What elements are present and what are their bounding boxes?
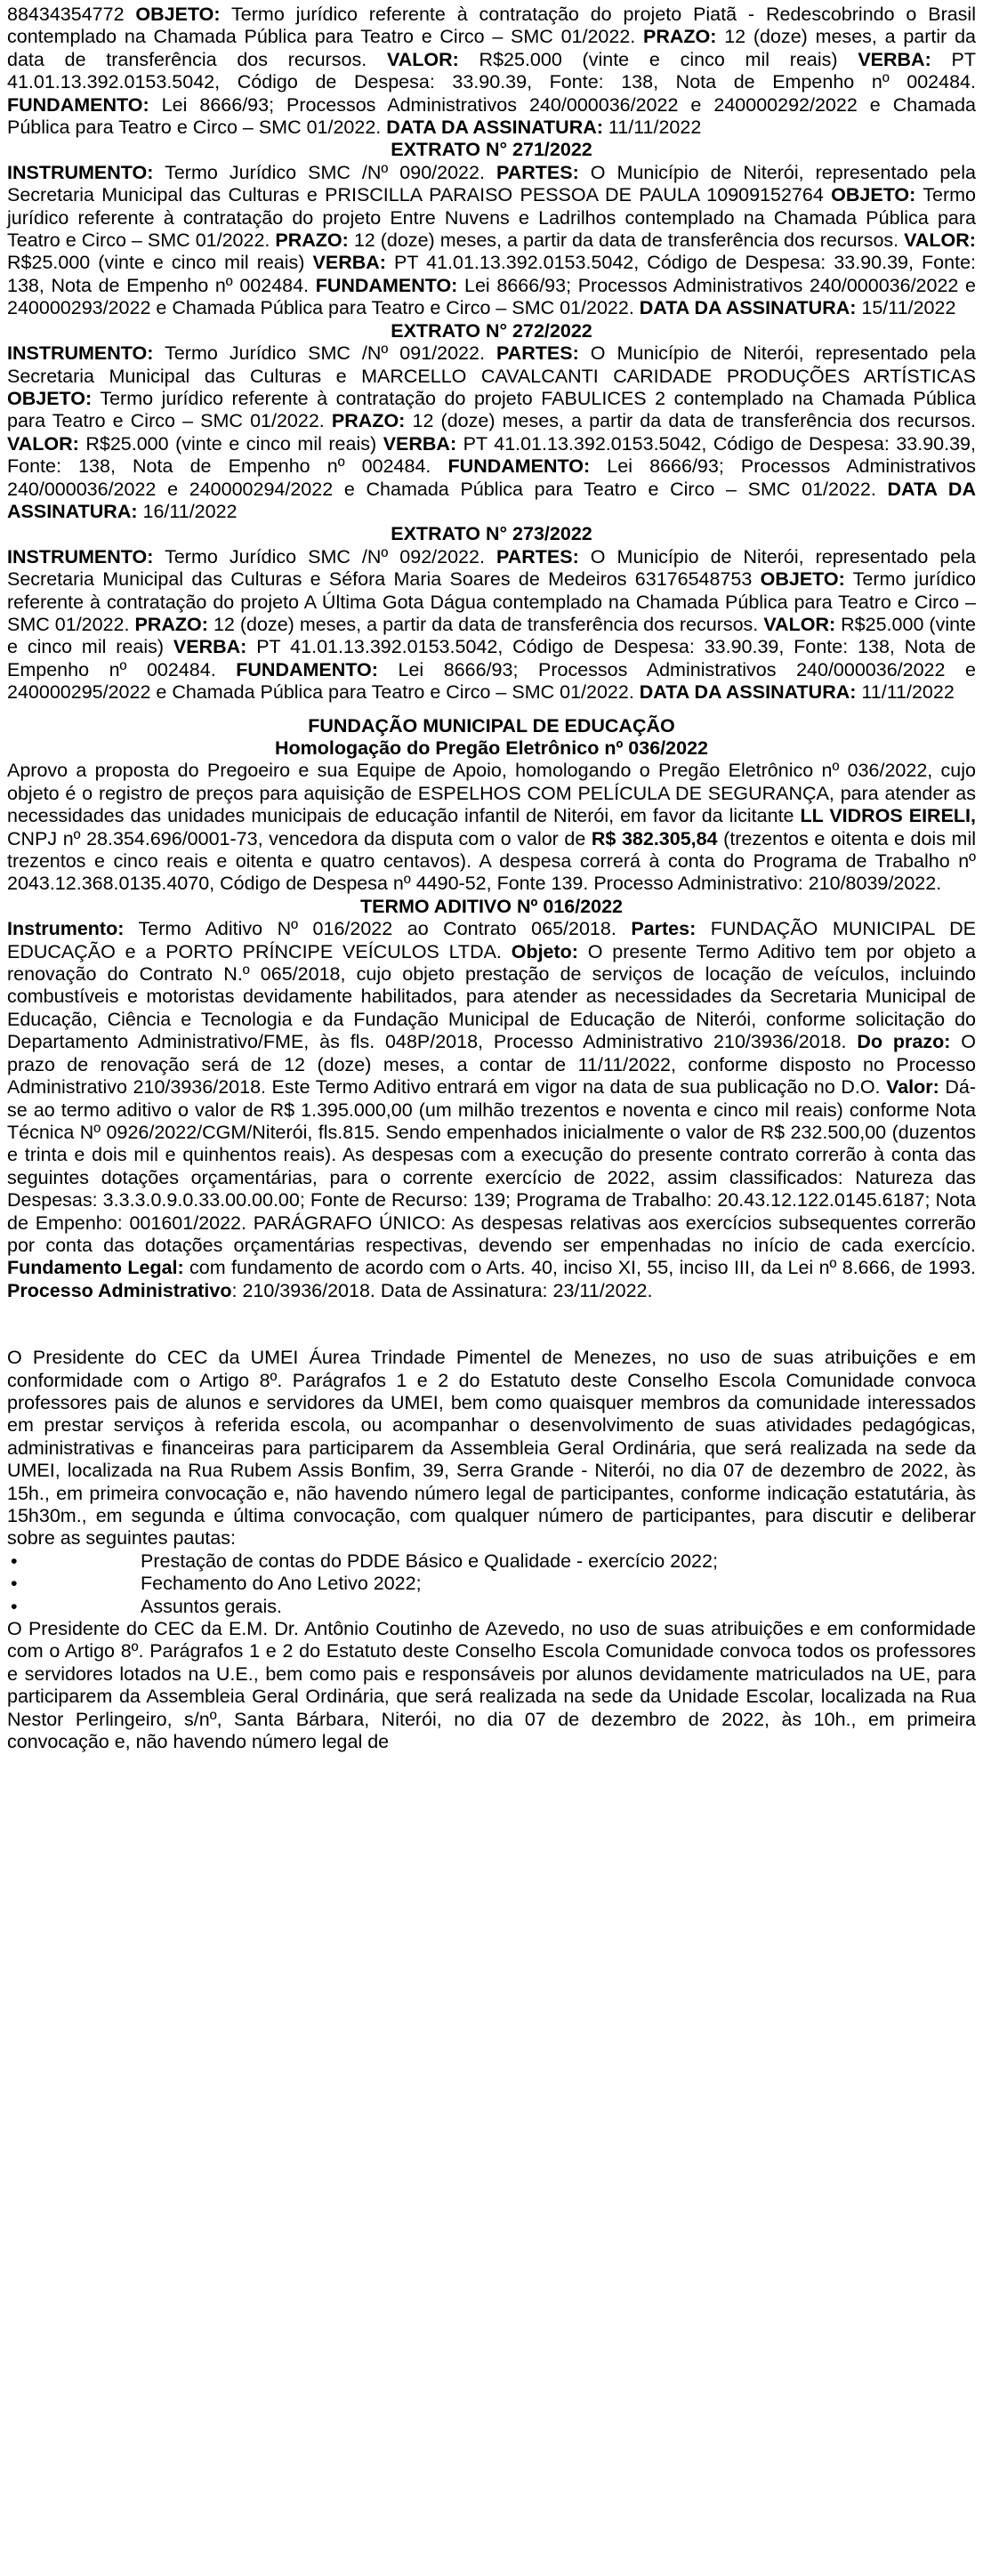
cec-umei-convocation: O Presidente do CEC da UMEI Áurea Trindade Pimentel de Menezes, no uso de suas atribuições e em conformidade com o Artigo 8º. Parágrafos 1 e 2 do Estatuto deste Conselho Escola Comunidade convoca professores pais de alunos e servidores da UMEI, bem como quaisquer membros da comunidade interessados em prestar serviços à referida escola, ou acompanhar o desenvolvimento de suas atividades pedagógicas, administrativas e financeiras para participarem da Assembleia Geral Ordinária, que será realizada na sede da UMEI, localizada na Rua Rubem Assis Bonfim, 39, Serra Grande - Niterói, no dia 07 de dezembro de 2022, às 15h., em primeira convocação e, não havendo número legal de participantes, conforme indicação estatutária, às 15h30m., em segunda e última convocação, com qualquer número de participantes, para discutir e deliberar sobre as seguintes pautas: xyxy=(7,1347,976,1550)
list-item: • Fechamento do Ano Letivo 2022; xyxy=(11,1573,422,1595)
termo-aditivo-body: Instrumento: Termo Aditivo Nº 016/2022 ao Contrato 065/2018. Partes: FUNDAÇÃO MUNICIPAL DE EDUCAÇÃO e a PORTO PRÍNCIPE VEÍCULOS LTDA. Objeto: O presente Termo Aditivo tem por objeto a renovação do Contrato N.º 065/2018, cujo objeto prestação de serviços de locação de veículos, incluindo combustíveis e motoristas devidamente habilitados, para atender as necessidades da Secretaria Municipal de Educação, Ciência e Tecnologia e da Fundação Municipal de Educação de Niterói, conforme solicitação do Departamento Administrativo/FME, às fls. 048P/2018, Processo Administrativo 210/3936/2018. Do prazo: O prazo de renovação será de 12 (doze) meses, a contar de 11/11/2022, conforme disposto no Processo Administrativo 210/3936/2018. Este Termo Aditivo entrará em vigor na data de sua publicação no D.O. Valor: Dá-se ao termo aditivo o valor de R$ 1.395.000,00 (um milhão trezentos e noventa e cinco mil reais) conforme Nota Técnica Nº 0926/2022/CGM/Niterói, fls.815. Sendo empenhados inicialmente o valor de R$ 232.500,00 (duzentos e trinta e dois mil e quinhentos reais). As despesas com a execução do presente contrato correrão à conta das seguintes dotações orçamentárias, para o corrente exercício de 2022, assim classificados: Natureza das Despesas: 3.3.3.0.9.0.33.00.00.00; Fonte de Recurso: 139; Programa de Trabalho: 20.43.12.122.0145.6187; Nota de Empenho: 001601/2022. PARÁGRAFO ÚNICO: As despesas relativas aos exercícios subsequentes correrão por conta das dotações orçamentárias respectivas, devendo ser empenhadas no início de cada exercício. Fundamento Legal: com fundamento de acordo com o Arts. 40, inciso XI, 55, inciso III, da Lei nº 8.666, de 1993. Processo Administrativo: 210/3936/2018. Data de Assinatura: 23/11/2022. xyxy=(7,918,976,1301)
section-spacer xyxy=(7,1302,976,1347)
extrato-270-tail: 88434354772 OBJETO: Termo jurídico referente à contratação do projeto Piatã - Redescobrindo o Brasil contemplado na Chamada Pública para Teatro e Circo – SMC 01/2022. PRAZO: 12 (doze) meses, a partir da data de transferência dos recursos. VALOR: R$25.000 (vinte e cinco mil reais) VERBA: PT 41.01.13.392.0153.5042, Código de Despesa: 33.90.39, Fonte: 138, Nota de Empenho nº 002484. FUNDAMENTO: Lei 8666/93; Processos Administrativos 240/000036/2022 e 240000292/2022 e Chamada Pública para Teatro e Circo – SMC 01/2022. DATA DA ASSINATURA: 11/11/2022 xyxy=(7,4,976,139)
list-item: • Assuntos gerais. xyxy=(11,1595,282,1617)
homologacao-body: Aprovo a proposta do Pregoeiro e sua Equipe de Apoio, homologando o Pregão Eletrônico nº 036/2022, cujo objeto é o registro de preços para aquisição de ESPELHOS COM PELÍCULA DE SEGURANÇA, para atender as necessidades das unidades municipais de educação infantil de Niterói, em favor da licitante LL VIDROS EIRELI, CNPJ nº 28.354.696/0001-73, vencedora da disputa com o valor de R$ 382.305,84 (trezentos e oitenta e dois mil trezentos e cinco reais e oitenta e quatro centavos). A despesa correrá à conta do Programa de Trabalho nº 2043.12.368.0135.4070, Código de Despesa nº 4490-52, Fonte 139. Processo Administrativo: 210/8039/2022. xyxy=(7,760,977,895)
extrato-271-title: EXTRATO N° 271/2022 xyxy=(391,139,592,161)
list-item: • Prestação de contas do PDDE Básico e Qualidade - exercício 2022; xyxy=(11,1550,718,1572)
cec-em-convocation: O Presidente do CEC da E.M. Dr. Antônio Coutinho de Azevedo, no uso de suas atribuições e em conformidade com o Artigo 8º. Parágrafos 1 e 2 do Estatuto deste Conselho Escola Comunidade convoca todos os professores e servidores lotados na U.E., bem como pais e responsáveis por alunos devidamente matriculados na UE, para participarem da Assembleia Geral Ordinária, que será realizada na sede da Unidade Escolar, localizada na Rua Nestor Perlingeiro, s/nº, Santa Bárbara, Niterói, no dia 07 de dezembro de 2022, às 10h., em primeira convocação e, não havendo número legal de xyxy=(7,1618,976,1753)
extrato-273-title: EXTRATO N° 273/2022 xyxy=(391,523,592,545)
fme-org-title: FUNDAÇÃO MUNICIPAL DE EDUCAÇÃO xyxy=(308,714,675,737)
bullet-icon: • xyxy=(11,1595,18,1617)
bullet-icon: • xyxy=(11,1550,18,1572)
extrato-271-body: INSTRUMENTO: Termo Jurídico SMC /Nº 090/2022. PARTES: O Município de Niterói, representado pela Secretaria Municipal das Culturas e PRISCILLA PARAISO PESSOA DE PAULA 10909152764 OBJETO: Termo jurídico referente à contratação do projeto Entre Nuvens e Ladrilhos contemplado na Chamada Pública para Teatro e Circo – SMC 01/2022. PRAZO: 12 (doze) meses, a partir da data de transferência dos recursos. VALOR: R$25.000 (vinte e cinco mil reais) VERBA: PT 41.01.13.392.0153.5042, Código de Despesa: 33.90.39, Fonte: 138, Nota de Empenho nº 002484. FUNDAMENTO: Lei 8666/93; Processos Administrativos 240/000036/2022 e 240000293/2022 e Chamada Pública para Teatro e Circo – SMC 01/2022. DATA DA ASSINATURA: 15/11/2022 xyxy=(7,161,976,319)
agenda-list xyxy=(7,1550,976,1618)
extrato-272-body: INSTRUMENTO: Termo Jurídico SMC /Nº 091/2022. PARTES: O Município de Niterói, representado pela Secretaria Municipal das Culturas e MARCELLO CAVALCANTI CARIDADE PRODUÇÕES ARTÍSTICAS OBJETO: Termo jurídico referente à contratação do projeto FABULICES 2 contemplado na Chamada Pública para Teatro e Circo – SMC 01/2022. PRAZO: 12 (doze) meses, a partir da data de transferência dos recursos. VALOR: R$25.000 (vinte e cinco mil reais) VERBA: PT 41.01.13.392.0153.5042, Código de Despesa: 33.90.39, Fonte: 138, Nota de Empenho nº 002484. FUNDAMENTO: Lei 8666/93; Processos Administrativos 240/000036/2022 e 240000294/2022 e Chamada Pública para Teatro e Circo – SMC 01/2022. DATA DA ASSINATURA: 16/11/2022 xyxy=(7,342,976,522)
extrato-272-title: EXTRATO N° 272/2022 xyxy=(391,319,592,342)
termo-aditivo-title: TERMO ADITIVO Nº 016/2022 xyxy=(359,895,623,917)
bullet-icon: • xyxy=(11,1573,18,1595)
document-page xyxy=(7,4,976,1753)
extrato-273-body: INSTRUMENTO: Termo Jurídico SMC /Nº 092/2022. PARTES: O Município de Niterói, representado pela Secretaria Municipal das Culturas e Séfora Maria Soares de Medeiros 63176548753 OBJETO: Termo jurídico referente à contratação do projeto A Última Gota Dágua contemplado na Chamada Pública para Teatro e Circo – SMC 01/2022. PRAZO: 12 (doze) meses, a partir da data de transferência dos recursos. VALOR: R$25.000 (vinte e cinco mil reais) VERBA: PT 41.01.13.392.0153.5042, Código de Despesa: 33.90.39, Fonte: 138, Nota de Empenho nº 002484. FUNDAMENTO: Lei 8666/93; Processos Administrativos 240/000036/2022 e 240000295/2022 e Chamada Pública para Teatro e Circo – SMC 01/2022. DATA DA ASSINATURA: 11/11/2022 xyxy=(7,545,977,704)
homologacao-title: Homologação do Pregão Eletrônico nº 036/2022 xyxy=(275,737,708,759)
